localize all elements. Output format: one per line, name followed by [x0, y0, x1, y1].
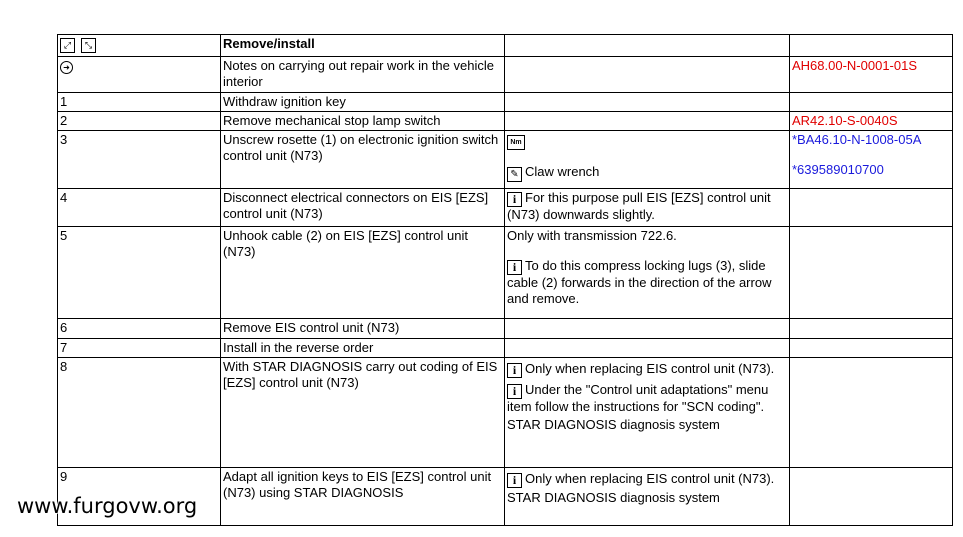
- tool-part-link[interactable]: *639589010700: [792, 162, 884, 177]
- reference-link[interactable]: AR42.10-S-0040S: [790, 112, 953, 131]
- reference-cell: [790, 339, 953, 358]
- note-text: Under the "Control unit adaptations" menu item follow the instructions for "SCN coding".: [507, 382, 769, 414]
- procedure-table: [57, 34, 953, 526]
- reference-cell: [790, 468, 953, 526]
- step-text: Notes on carrying out repair work in the vehicle interior: [221, 57, 505, 93]
- expand-icon[interactable]: ⤢: [60, 38, 75, 53]
- reference-cell: [790, 227, 953, 319]
- reference-cell: [790, 93, 953, 112]
- collapse-icon[interactable]: ⤡: [81, 38, 96, 53]
- header-empty-cell: [505, 35, 790, 57]
- step-number: 4: [58, 189, 221, 227]
- note-cell: [505, 227, 790, 319]
- step-number: 8: [58, 358, 221, 468]
- info-icon: i: [507, 363, 522, 378]
- step-cell: [58, 57, 221, 93]
- note-cell: [505, 468, 790, 526]
- step-text: Unscrew rosette (1) on electronic ignition switch control unit (N73): [221, 131, 505, 189]
- table-row: [58, 319, 953, 339]
- table-title: Remove/install: [221, 35, 505, 57]
- note-cell: [505, 112, 790, 131]
- step-text: Withdraw ignition key: [221, 93, 505, 112]
- step-number: 9: [58, 468, 221, 526]
- step-number: 7: [58, 339, 221, 358]
- table-row: [58, 358, 953, 468]
- torque-nm-icon: Nm: [507, 135, 525, 150]
- note-cell: [505, 358, 790, 468]
- tool-name: Claw wrench: [525, 164, 600, 179]
- step-number: 1: [58, 93, 221, 112]
- note-cell: [505, 131, 790, 189]
- note-text: Only when replacing EIS control unit (N73).: [525, 471, 775, 486]
- header-icons-cell: [58, 35, 221, 57]
- watermark: www.furgovw.org: [17, 494, 198, 518]
- reference-link[interactable]: AH68.00-N-0001-01S: [790, 57, 953, 93]
- tool-icon: ✎: [507, 167, 522, 182]
- table-row: [58, 57, 953, 93]
- table-row: [58, 93, 953, 112]
- note-text: For this purpose pull EIS [EZS] control unit (N73) downwards slightly.: [507, 190, 771, 222]
- note-text: Only when replacing EIS control unit (N73).: [525, 361, 775, 376]
- info-icon: i: [507, 192, 522, 207]
- info-icon: i: [507, 473, 522, 488]
- reference-cell: [790, 358, 953, 468]
- step-text: Disconnect electrical connectors on EIS [EZS] control unit (N73): [221, 189, 505, 227]
- step-text: Install in the reverse order: [221, 339, 505, 358]
- reference-cell: [790, 131, 953, 189]
- step-number: 5: [58, 227, 221, 319]
- note-text: Only with transmission 722.6.: [507, 228, 677, 243]
- step-number: 6: [58, 319, 221, 339]
- step-number: 2: [58, 112, 221, 131]
- table-row: [58, 131, 953, 189]
- table-row: [58, 112, 953, 131]
- note-cell: [505, 189, 790, 227]
- info-icon: i: [507, 260, 522, 275]
- reference-cell: [790, 319, 953, 339]
- note-text: To do this compress locking lugs (3), slide cable (2) forwards in the direction of the arrow and remove.: [507, 258, 772, 306]
- table-row: [58, 227, 953, 319]
- step-number: 3: [58, 131, 221, 189]
- step-text: Adapt all ignition keys to EIS [EZS] control unit (N73) using STAR DIAGNOSIS: [221, 468, 505, 526]
- header-empty-cell: [790, 35, 953, 57]
- note-cell: [505, 57, 790, 93]
- reference-link[interactable]: *BA46.10-N-1008-05A: [792, 132, 922, 147]
- note-cell: [505, 339, 790, 358]
- reference-cell: [790, 189, 953, 227]
- step-text: Remove EIS control unit (N73): [221, 319, 505, 339]
- hand-icon: ➜: [60, 61, 73, 74]
- step-text: Unhook cable (2) on EIS [EZS] control unit (N73): [221, 227, 505, 319]
- note-cell: [505, 93, 790, 112]
- table-row: [58, 189, 953, 227]
- table-header-row: [58, 35, 953, 57]
- table-row: [58, 339, 953, 358]
- step-text: With STAR DIAGNOSIS carry out coding of EIS [EZS] control unit (N73): [221, 358, 505, 468]
- diagnosis-system-label: STAR DIAGNOSIS diagnosis system: [507, 417, 720, 432]
- step-text: Remove mechanical stop lamp switch: [221, 112, 505, 131]
- note-cell: [505, 319, 790, 339]
- diagnosis-system-label: STAR DIAGNOSIS diagnosis system: [507, 490, 720, 505]
- info-icon: i: [507, 384, 522, 399]
